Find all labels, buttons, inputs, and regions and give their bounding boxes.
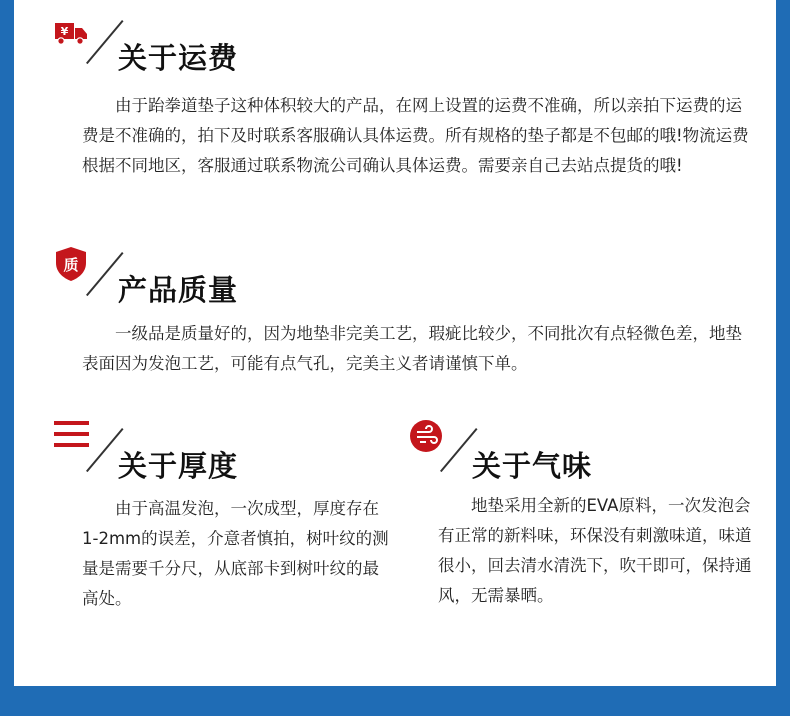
section-body: 由于跆拳道垫子这种体积较大的产品，在网上设置的运费不准确，所以亲拍下运费的运费是不准确的，拍下及时联系客服确认具体运费。所有规格的垫子都是不包邮的哦!物流运费根据不同地区，客服通过联系物流公司确认具体运费。需要亲自己去站点提货的哦! bbox=[82, 96, 749, 175]
section-title: 产品质量 bbox=[118, 273, 239, 307]
quality-shield-icon bbox=[54, 246, 88, 282]
section-title: 关于厚度 bbox=[118, 449, 239, 483]
section-body: 地垫采用全新的EVA原料，一次发泡会有正常的新料味，环保没有刺激味道，味道很小，回去清水清洗下，吹干即可，保持通风，无需暴晒。 bbox=[438, 496, 752, 605]
svg-text:质: 质 bbox=[63, 256, 79, 274]
section-title: 关于运费 bbox=[118, 41, 239, 75]
truck-icon bbox=[54, 20, 88, 46]
section-body: 一级品是质量好的，因为地垫非完美工艺，瑕疵比较少，不同批次有点轻微色差，地垫表面因为发泡工艺，可能有点气孔，完美主义者请谨慎下单。 bbox=[82, 324, 742, 373]
thickness-lines-icon bbox=[54, 420, 90, 448]
section-body: 由于高温发泡，一次成型，厚度存在1-2mm的误差，介意者慎拍，树叶纹的测量是需要千分尺，从底部卡到树叶纹的最高处。 bbox=[82, 499, 389, 608]
smell-wind-icon bbox=[409, 419, 443, 453]
svg-text:¥: ¥ bbox=[60, 25, 69, 38]
section-title: 关于气味 bbox=[472, 449, 593, 483]
